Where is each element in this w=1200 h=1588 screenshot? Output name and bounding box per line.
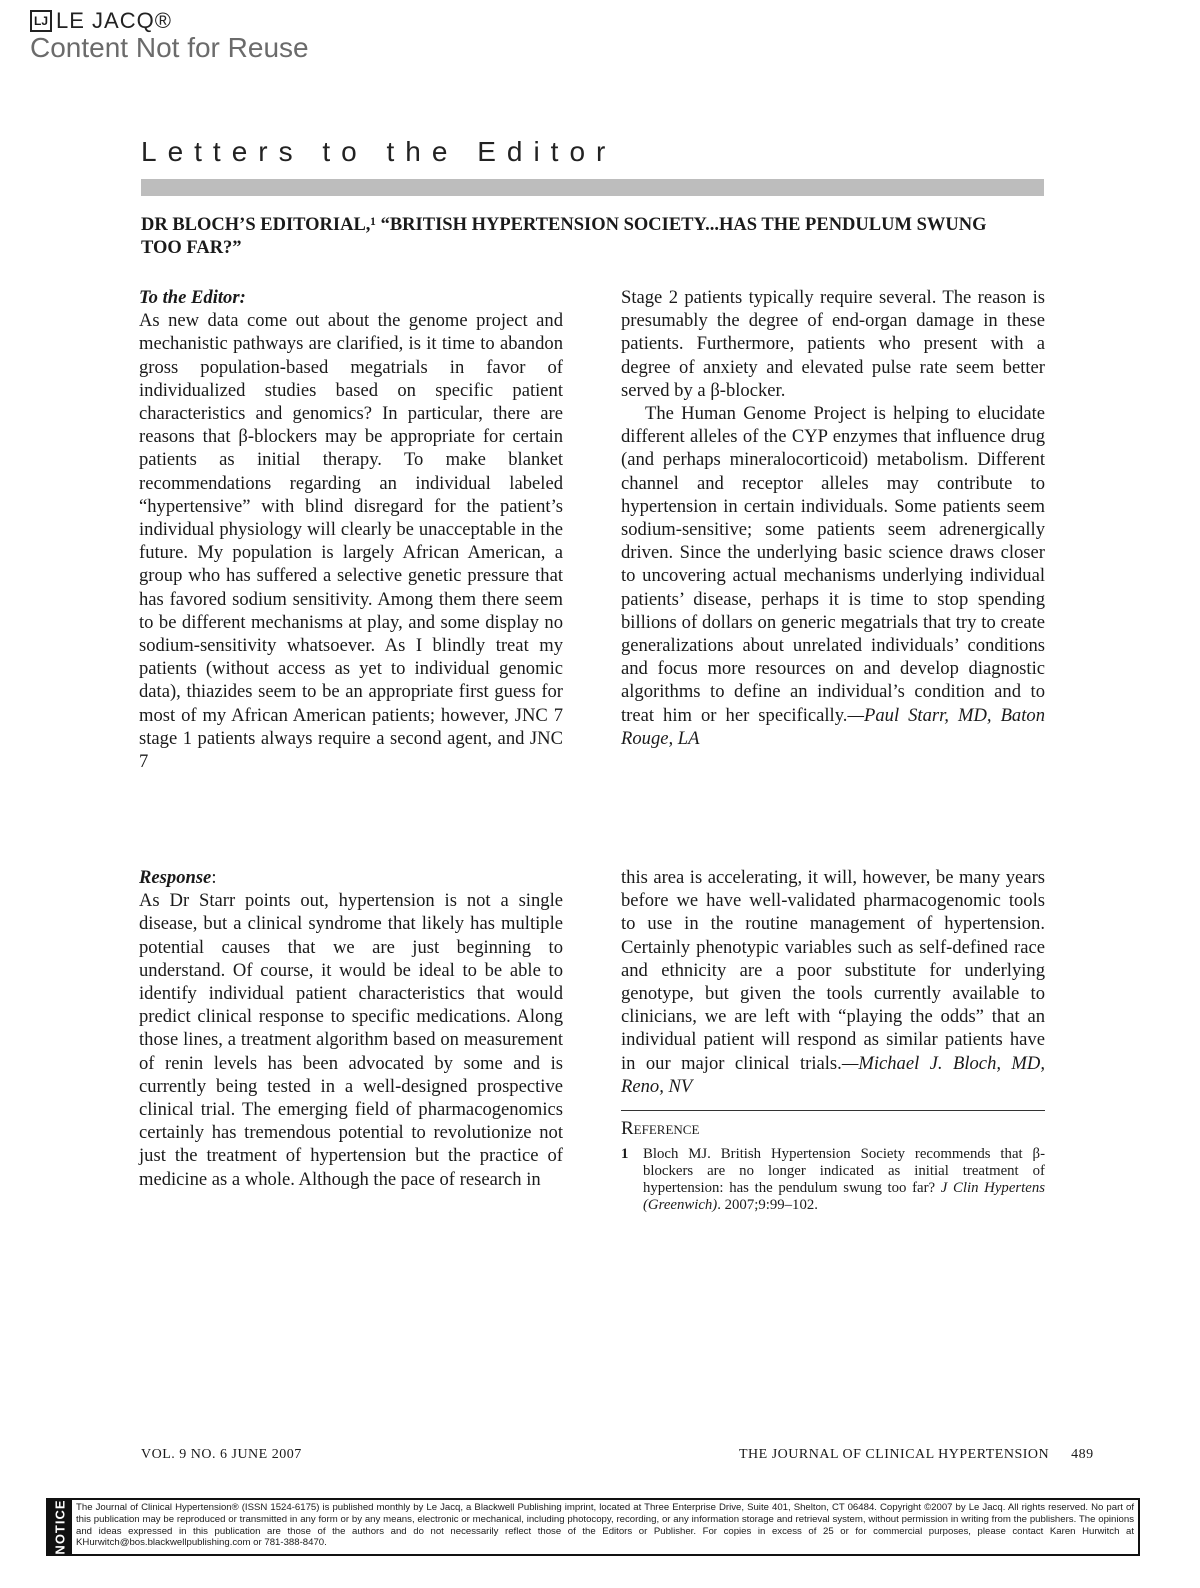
notice-tab — [48, 1500, 72, 1554]
section-title: Letters to the Editor — [141, 136, 617, 167]
notice-tab-label: NOTICE — [52, 1499, 68, 1555]
letter-label: To the Editor: — [139, 287, 246, 308]
reference-heading: Reference — [621, 1110, 1045, 1140]
response-column-left: Response: As Dr Starr points out, hypertension is not a single disease, but a clinical syndrome that likely has multiple potential causes that we are just beginning to understand. Of course, it would be ideal to be able to identify individual patient characteristics that would predict clinical response to specific medications. Along those lines, a treatment algorithm based on measurement of renin levels has been advocated by some and is currently being tested in a well-designed prospective clinical trial. The emerging field of pharmacogenomics certainly has tremendous potential to revolutionize not just the treatment of hypertension but the practice of medicine as a whole. Although the pace of research in — [139, 867, 563, 1190]
footer-volume: VOL. 9 NO. 6 JUNE 2007 — [141, 1447, 302, 1462]
letter-paragraph-1-continued: Stage 2 patients typically require several. The reason is presumably the degree of end-organ damage in these patients. Furthermore, patients who present with a degree of anxiety and elevated pulse rate seem better served by a β-blocker. — [621, 287, 1045, 401]
footer-journal: THE JOURNAL OF CLINICAL HYPERTENSION — [739, 1447, 1050, 1462]
response-label: Response — [139, 867, 212, 888]
letter-column-right — [621, 286, 1045, 750]
reference-citation: . 2007;9:99–102. — [717, 1197, 818, 1214]
letter-signature: —Paul Starr, MD, Baton Rouge, LA — [621, 704, 1045, 749]
response-signature: —Michael J. Bloch, MD, Reno, NV — [621, 1052, 1045, 1097]
publisher-logo — [30, 8, 172, 34]
reference-item — [621, 1146, 1045, 1214]
reference-text — [643, 1146, 1045, 1214]
article-title: DR BLOCH’S EDITORIAL,¹ “BRITISH HYPERTENSION SOCIETY...HAS THE PENDULUM SWUNG TOO FAR?” — [141, 215, 987, 258]
footer-journal-page — [739, 1447, 1094, 1463]
page-number: 489 — [1071, 1447, 1094, 1462]
response-paragraph-1: As Dr Starr points out, hypertension is not a single disease, but a clinical syndrome that likely has multiple potential causes that we are just beginning to understand. Of course, it would be ideal to be able to identify individual patient characteristics that would predict clinical response to specific medications. Along those lines, a treatment algorithm based on measurement of renin levels has been advocated by some and is currently being tested in a well-designed prospective clinical trial. The emerging field of pharmacogenomics certainly has tremendous potential to revolutionize not just the treatment of hypertension but the practice of medicine as a whole. Although the pace of research in — [139, 890, 563, 1190]
copyright-notice-box — [46, 1498, 1140, 1556]
logo-mark-icon: LJ — [30, 10, 52, 32]
title-divider-bar — [141, 179, 1044, 196]
reference-number: 1 — [621, 1146, 629, 1163]
watermark: Content Not for Reuse — [30, 32, 309, 63]
letter-paragraph-1: As new data come out about the genome project and mechanistic pathways are clarified, is it time to abandon gross population-based megatrials in favor of individualized studies based on specific patient characteristics and genomics? In particular, there are reasons that β-blockers may be appropriate for certain patients as initial therapy. To make blanket recommendations regarding an individual labeled “hypertensive” with blind disregard for the patient’s individual physiology will clearly be unacceptable in the future. My population is largely African American, a group who has suffered a selective genetic pressure that has favored sodium sensitivity. Among them there seem to be different mechanisms at play, and some display no sodium-sensitivity whatsoever. As I blindly treat my patients (without access as yet to individual genomic data), thiazides seem to be an appropriate first guess for most of my African American patients; however, JNC 7 stage 1 patients always require a second agent, and JNC 7 — [139, 310, 563, 773]
response-paragraph-1-continued: this area is accelerating, it will, however, be many years before we have well-validated pharmacogenomic tools to use in the routine management of hypertension. Certainly phenotypic variables such as self-defined race and ethnicity are a poor substitute for underlying genotype, but given the tools currently available to clinicians, we are left with “playing the odds” that an individual patient will respond as similar patients have in our major clinical trials. — [621, 867, 1045, 1074]
letter-paragraph-2: The Human Genome Project is helping to elucidate different alleles of the CYP enzymes that influence drug (and perhaps mineralocorticoid) metabolism. Different channel and receptor alleles may contribute to hypertension in certain individuals. Some patients seem sodium-sensitive; some patients seem adrenergically driven. Since the underlying basic science draws closer to uncovering actual mechanisms underlying individual patients’ disease, perhaps it is time to stop spending billions of dollars on generic megatrials that try to create generalizations about unrelated individuals’ conditions and focus more resources on and develop diagnostic algorithms to define an individual’s condition and to treat him or her specifically. — [621, 403, 1045, 726]
letter-column-left — [139, 286, 563, 773]
reference-journal: J Clin Hypertens (Greenwich) — [643, 1180, 1045, 1214]
response-column-right — [621, 866, 1045, 1214]
reference-body: Bloch MJ. British Hypertension Society recommends that β-blockers are no longer indicated as initial treatment of hypertension: has the pendulum swung too far? — [643, 1146, 1045, 1197]
logo-name: LE JACQ® — [56, 8, 172, 33]
notice-text: The Journal of Clinical Hypertension® (ISSN 1524-6175) is published monthly by Le Jacq, a Blackwell Publishing imprint, located at Three Enterprise Drive, Suite 401, Shelton, CT 06484. Copyright ©2007 by Le Jacq. All rights reserved. No part of this publication may be reproduced or transmitted in any form or by any means, electronic or mechanical, including photocopy, recording, or any information storage and retrieval system, without permission in writing from the publishers. The opinions and ideas expressed in this publication are those of the authors and do not necessarily reflect those of the Editors or Publisher. For copies in excess of 25 or for commercial purposes, please contact Karen Hurwitch at KHurwitch@bos.blackwellpublishing.com or 781-388-8470. — [76, 1502, 1134, 1549]
